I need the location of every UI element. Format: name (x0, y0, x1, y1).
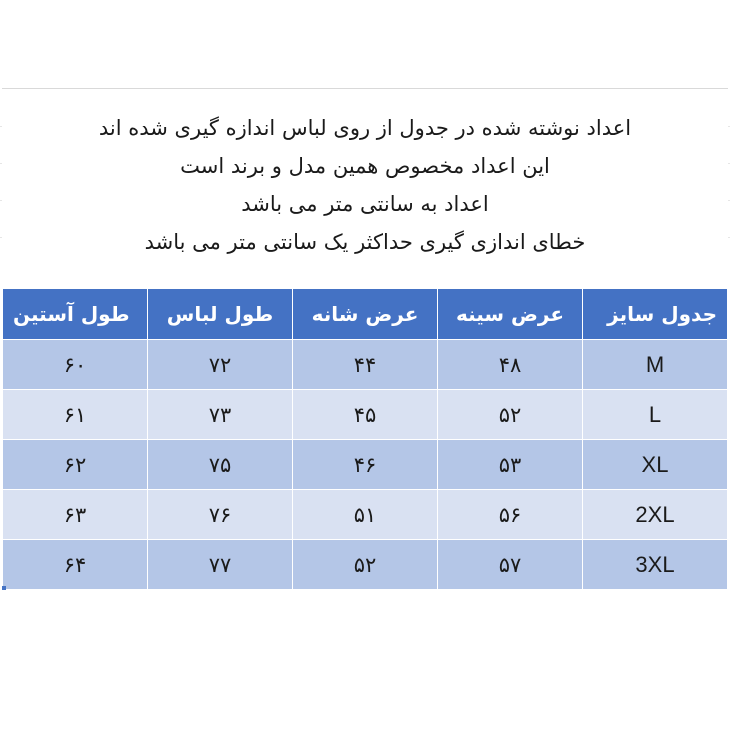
header-shoulder-width: عرض شانه (293, 289, 438, 340)
shoulder-width-cell: ۵۲ (293, 540, 438, 590)
header-chest-width: عرض سینه (438, 289, 583, 340)
chest-width-cell: ۵۳ (438, 440, 583, 490)
size-cell: L (583, 390, 728, 440)
table-row (3, 490, 728, 540)
sleeve-length-cell: ۶۴ (3, 540, 148, 590)
garment-length-cell: ۷۷ (148, 540, 293, 590)
table-header-row (3, 289, 728, 340)
shoulder-width-cell: ۵۱ (293, 490, 438, 540)
note-line-3: اعداد به سانتی متر می باشد (241, 192, 489, 216)
garment-length-cell: ۷۶ (148, 490, 293, 540)
sleeve-length-cell: ۶۳ (3, 490, 148, 540)
table-row (3, 390, 728, 440)
shoulder-width-cell: ۴۵ (293, 390, 438, 440)
sleeve-length-cell: ۶۲ (3, 440, 148, 490)
sleeve-length-cell: ۶۱ (3, 390, 148, 440)
note-line-2: این اعداد مخصوص همین مدل و برند است (180, 154, 550, 178)
measurement-notes (2, 88, 728, 289)
table-row (3, 440, 728, 490)
shoulder-width-cell: ۴۶ (293, 440, 438, 490)
note-line-1: اعداد نوشته شده در جدول از روی لباس اندازه گیری شده اند (98, 116, 632, 140)
chest-width-cell: ۴۸ (438, 340, 583, 390)
chest-width-cell: ۵۲ (438, 390, 583, 440)
garment-length-cell: ۷۲ (148, 340, 293, 390)
size-cell: 3XL (583, 540, 728, 590)
size-table (2, 288, 728, 590)
shoulder-width-cell: ۴۴ (293, 340, 438, 390)
size-cell: XL (583, 440, 728, 490)
sleeve-length-cell: ۶۰ (3, 340, 148, 390)
size-cell: 2XL (583, 490, 728, 540)
garment-length-cell: ۷۵ (148, 440, 293, 490)
table-row (3, 340, 728, 390)
header-garment-length: طول لباس (148, 289, 293, 340)
chest-width-cell: ۵۷ (438, 540, 583, 590)
size-cell: M (583, 340, 728, 390)
cell-corner-marker (2, 586, 6, 590)
header-size: جدول سایز (583, 289, 728, 340)
header-sleeve-length: طول آستین (3, 289, 148, 340)
chest-width-cell: ۵۶ (438, 490, 583, 540)
garment-length-cell: ۷۳ (148, 390, 293, 440)
table-row (3, 540, 728, 590)
note-line-4: خطای اندازی گیری حداکثر یک سانتی متر می باشد (144, 230, 586, 254)
